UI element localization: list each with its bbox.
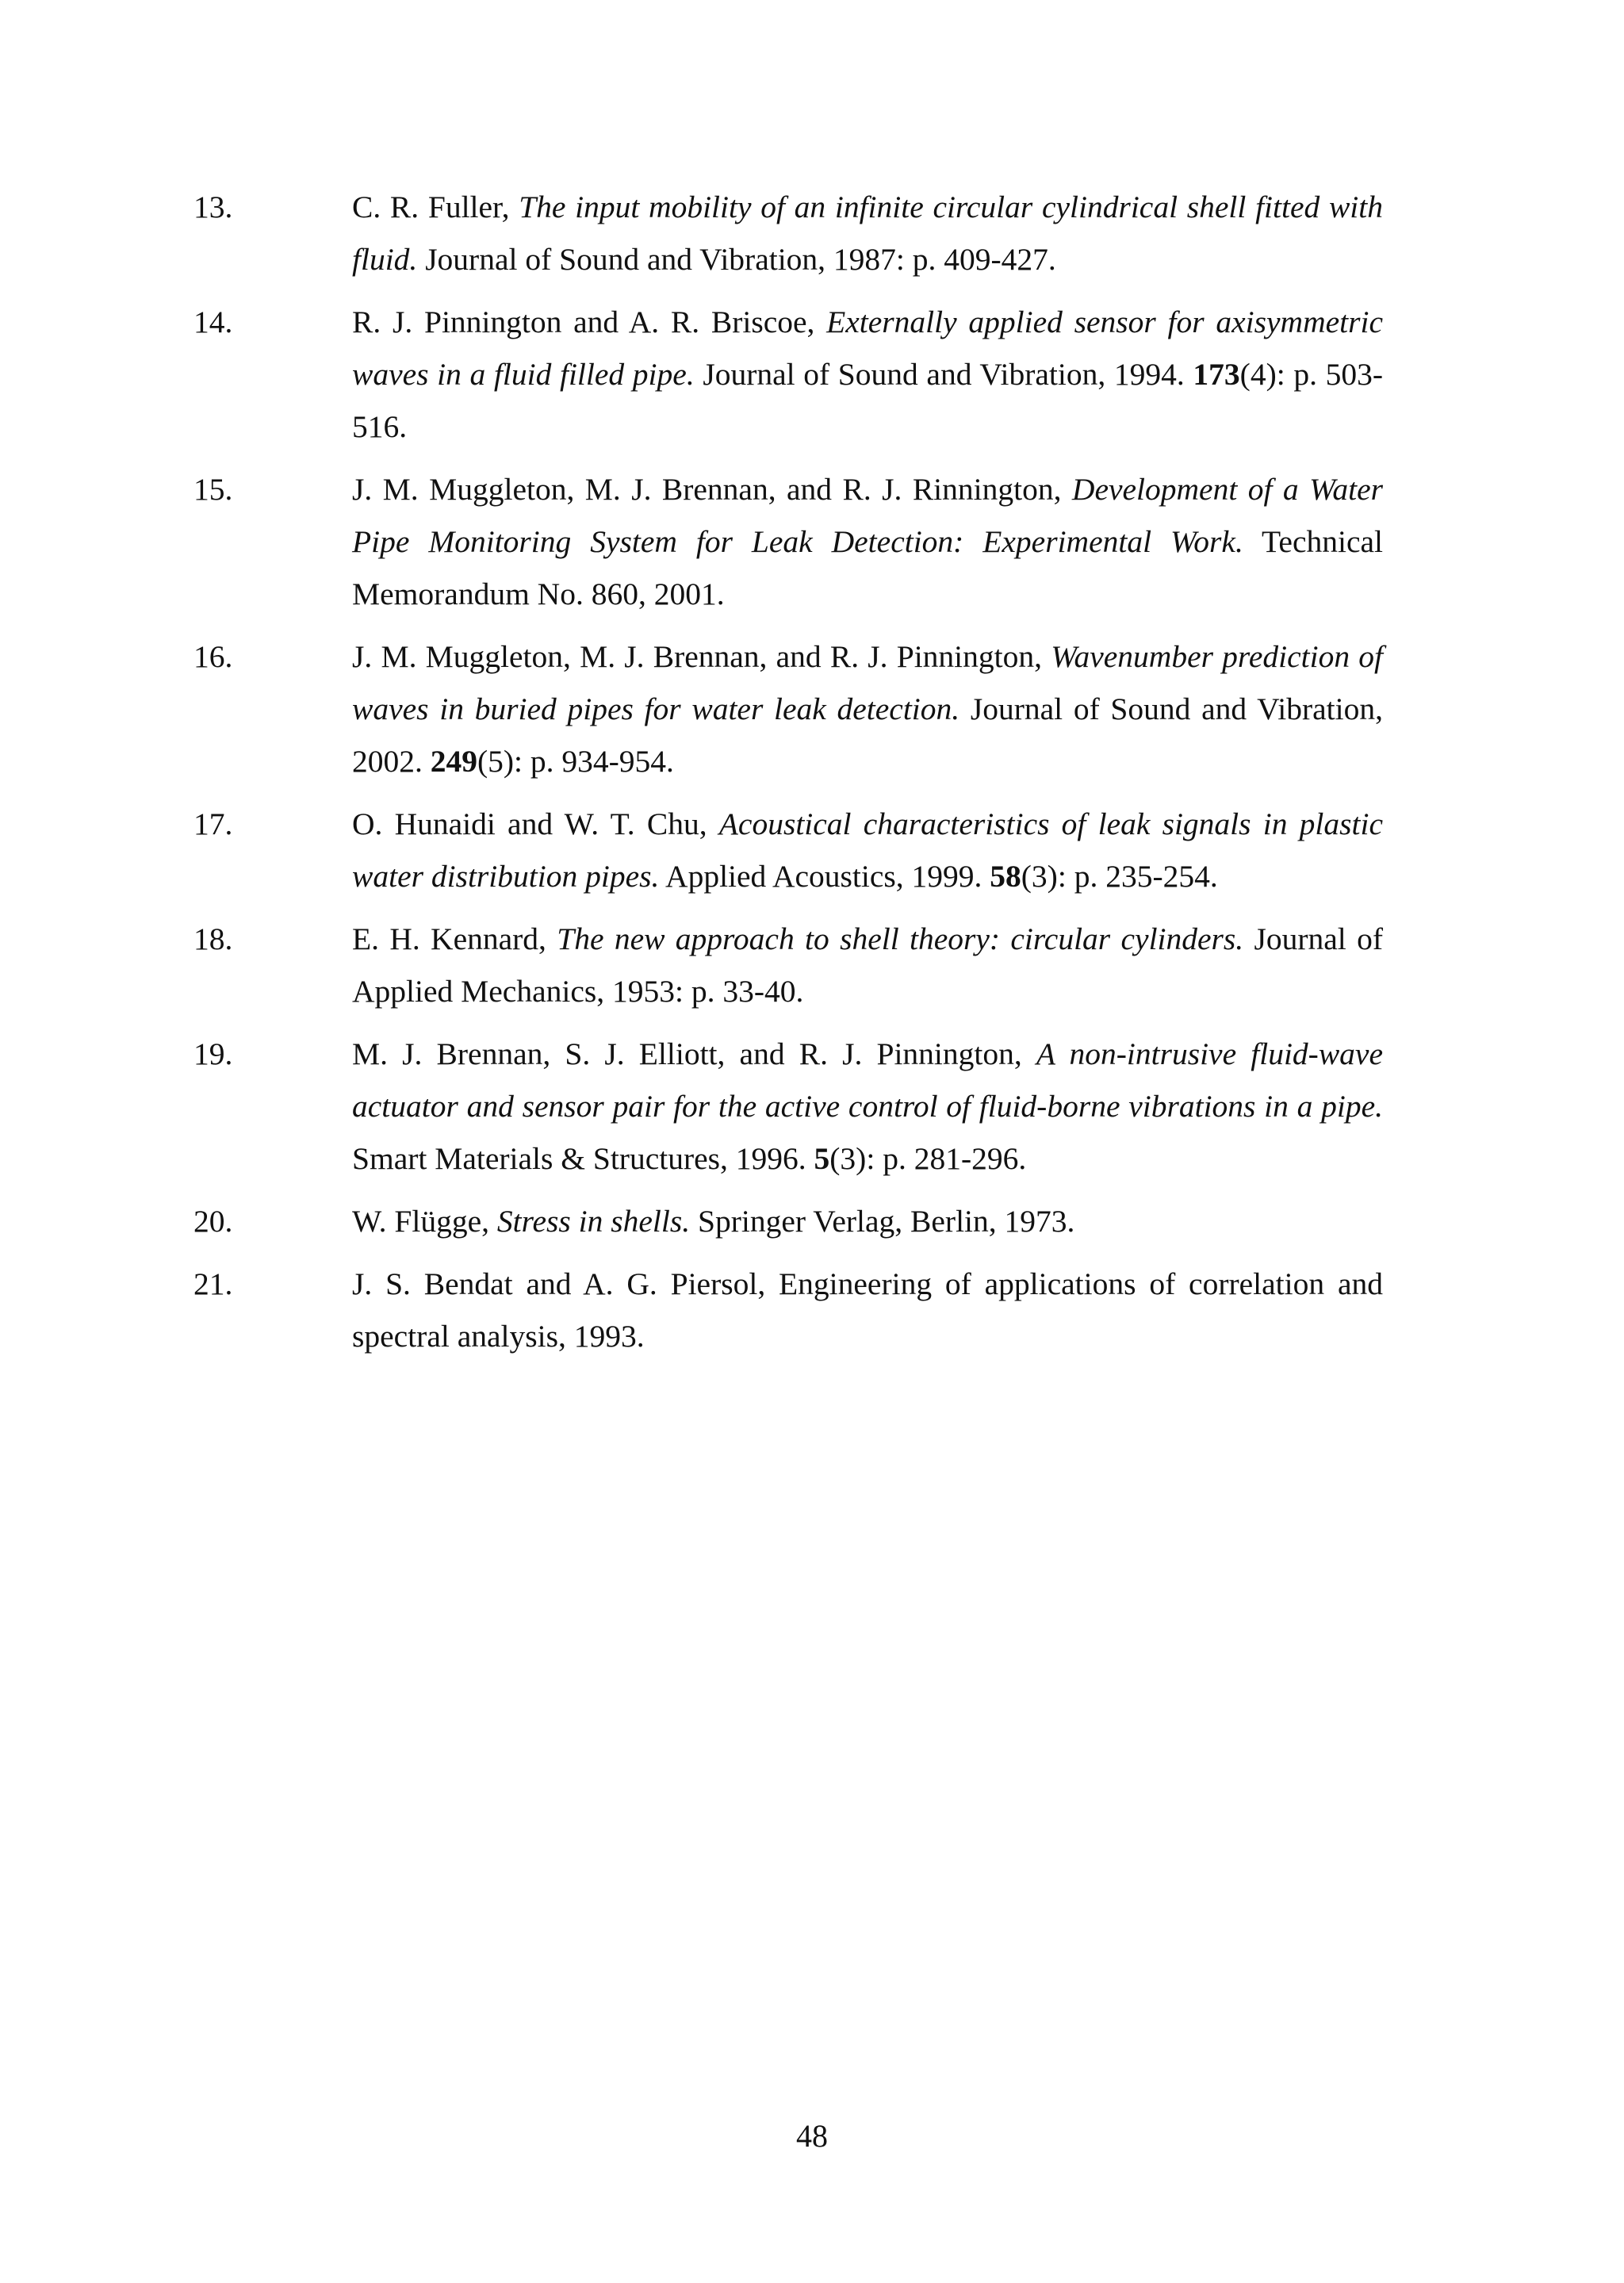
reference-text [352,181,1383,285]
reference-title: Wavenumber prediction of waves in buried pipes for water leak detection. [352,639,1383,726]
reference-item [193,463,1383,620]
reference-item [193,913,1383,1017]
reference-source: Journal of Applied Mechanics, 1953: p. 33-40. [352,921,1384,1009]
reference-source: Journal of Sound and Vibration, 2002. [352,691,1384,779]
reference-text [352,296,1383,453]
reference-title: Externally applied sensor for axisymmetric waves in a fluid filled pipe. [352,305,1383,392]
reference-volume: 58 [990,859,1021,894]
reference-source: Journal of Sound and Vibration, 1987: p. 409-427. [417,242,1056,277]
reference-authors: J. M. Muggleton, M. J. Brennan, and R. J. Pinnington, [352,639,1051,674]
reference-title: Acoustical characteristics of leak signals in plastic water distribution pipes. [352,806,1383,894]
reference-volume: 5 [814,1141,830,1176]
reference-volume: 249 [430,744,477,779]
reference-text [352,798,1383,902]
reference-list [193,181,1383,1373]
reference-source: Springer Verlag, Berlin, 1973. [690,1204,1075,1239]
reference-item [193,630,1383,787]
reference-text [352,1258,1383,1362]
reference-source: Smart Materials & Structures, 1996. [352,1141,814,1176]
reference-text [352,463,1383,620]
reference-pages: (3): p. 235-254. [1021,859,1218,894]
reference-pages: (3): p. 281-296. [829,1141,1027,1176]
reference-item [193,1028,1383,1185]
reference-number: 15. [193,472,233,507]
reference-pages: (4): p. 503-516. [352,357,1384,444]
reference-authors: M. J. Brennan, S. J. Elliott, and R. J. Pinnington, [352,1036,1036,1071]
page-number: 48 [796,2118,828,2154]
reference-item [193,1195,1383,1247]
reference-authors: E. H. Kennard, [352,921,557,956]
reference-authors: O. Hunaidi and W. T. Chu, [352,806,719,841]
reference-authors: J. S. Bendat and A. G. Piersol, Engineering of applications of correlation and spectral analysis, 1993. [352,1266,1383,1354]
reference-authors: W. Flügge, [352,1204,497,1239]
reference-title: A non-intrusive fluid-wave actuator and sensor pair for the active control of fluid-borne vibrations in a pipe. [352,1036,1383,1124]
reference-text [352,630,1383,787]
reference-source: Technical Memorandum No. 860, 2001. [352,524,1384,611]
reference-title: The input mobility of an infinite circular cylindrical shell fitted with fluid. [352,190,1383,277]
reference-authors: C. R. Fuller, [352,190,519,224]
reference-volume: 173 [1193,357,1240,392]
reference-item [193,296,1383,453]
reference-text [352,1195,1383,1247]
reference-number: 13. [193,190,233,224]
reference-number: 21. [193,1266,233,1301]
reference-title: Stress in shells. [496,1204,691,1239]
reference-number: 16. [193,639,233,674]
reference-item [193,1258,1383,1362]
reference-item [193,798,1383,902]
reference-authors: R. J. Pinnington and A. R. Briscoe, [352,305,827,339]
reference-title: The new approach to shell theory: circular cylinders. [557,921,1244,956]
reference-authors: J. M. Muggleton, M. J. Brennan, and R. J. Rinnington, [352,472,1072,507]
reference-text [352,913,1383,1017]
reference-source: Applied Acoustics, 1999. [659,859,990,894]
reference-number: 18. [193,921,233,956]
reference-number: 14. [193,305,233,339]
reference-number: 17. [193,806,233,841]
reference-number: 20. [193,1204,233,1239]
reference-title: Development of a Water Pipe Monitoring System for Leak Detection: Experimental Work. [352,472,1383,559]
reference-item [193,181,1383,285]
reference-pages: (5): p. 934-954. [477,744,674,779]
reference-number: 19. [193,1036,233,1071]
reference-text [352,1028,1383,1185]
reference-source: Journal of Sound and Vibration, 1994. [694,357,1193,392]
